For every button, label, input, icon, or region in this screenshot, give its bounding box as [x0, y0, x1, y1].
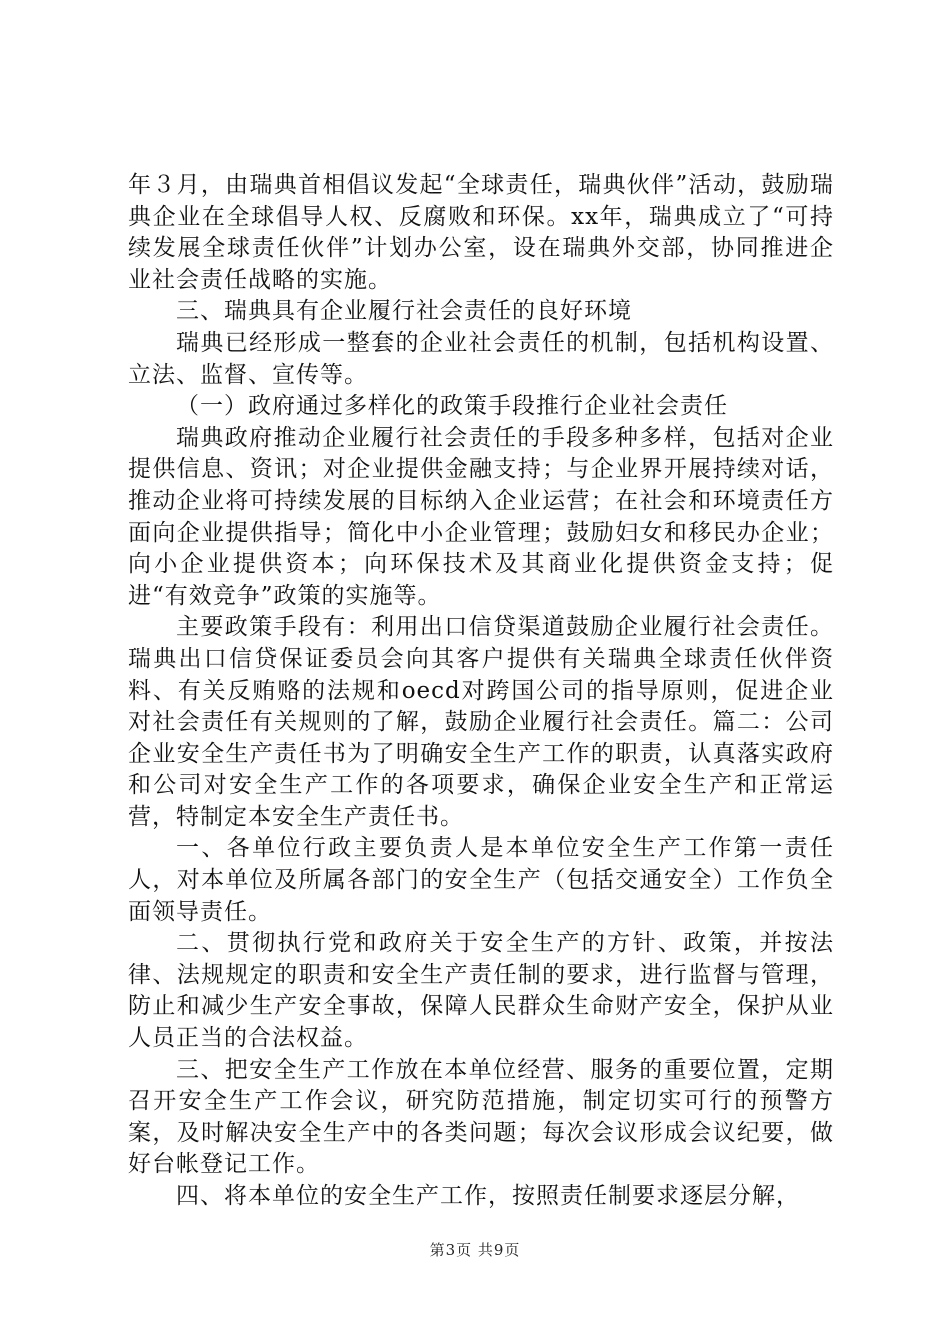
paragraph-4: （一）政府通过多样化的政策手段推行企业社会责任	[176, 393, 728, 420]
paragraph-9: 三、把安全生产工作放在本单位经营、服务的重要位置，定期召开安全生产工作会议，研究防范措施，制定切实可行的预警方案，及时解决安全生产中的各类问题；每次会议形成会议纪要，做好台帐登记工作。	[128, 1056, 834, 1178]
page-number-footer: 第3页 共9页	[429, 1241, 521, 1259]
paragraph-5: 瑞典政府推动企业履行社会责任的手段多种多样，包括对企业提供信息、资讯；对企业提供金融支持；与企业界开展持续对话，推动企业将可持续发展的目标纳入企业运营；在社会和环境责任方面向企业提供指导；简化中小企业管理；鼓励妇女和移民办企业；向小企业提供资本；向环保技术及其商业化提供资金支持；促进“有效竞争”政策的实施等。	[128, 424, 834, 609]
paragraph-2: 三、瑞典具有企业履行社会责任的良好环境	[176, 298, 632, 325]
paragraph-8: 二、贯彻执行党和政府关于安全生产的方针、政策，并按法律、法规规定的职责和安全生产责任制的要求，进行监督与管理，防止和减少生产安全事故，保障人民群众生命财产安全，保护从业人员正当的合法权益。	[128, 930, 834, 1052]
paragraph-7: 一、各单位行政主要负责人是本单位安全生产工作第一责任人，对本单位及所属各部门的安全生产（包括交通安全）工作负全面领导责任。	[128, 835, 834, 925]
document-body	[128, 170, 834, 1213]
paragraph-10: 四、将本单位的安全生产工作，按照责任制要求逐层分解，	[176, 1183, 800, 1209]
paragraph-3: 瑞典已经形成一整套的企业社会责任的机制，包括机构设置、立法、监督、宣传等。	[128, 329, 834, 388]
paragraph-1: 年３月，由瑞典首相倡议发起“全球责任，瑞典伙伴”活动，鼓励瑞典企业在全球倡导人权、反腐败和环保。xx年，瑞典成立了“可持续发展全球责任伙伴”计划办公室，设在瑞典外交部，协同推进企业社会责任战略的实施。	[128, 172, 834, 293]
paragraph-6: 主要政策手段有：利用出口信贷渠道鼓励企业履行社会责任。瑞典出口信贷保证委员会向其客户提供有关瑞典全球责任伙伴资料、有关反贿赂的法规和oecd对跨国公司的指导原则，促进企业对社会责任有关规则的了解，鼓励企业履行社会责任。篇二：公司企业安全生产责任书为了明确安全生产工作的职责，认真落实政府和公司对安全生产工作的各项要求，确保企业安全生产和正常运营，特制定本安全生产责任书。	[128, 614, 834, 830]
